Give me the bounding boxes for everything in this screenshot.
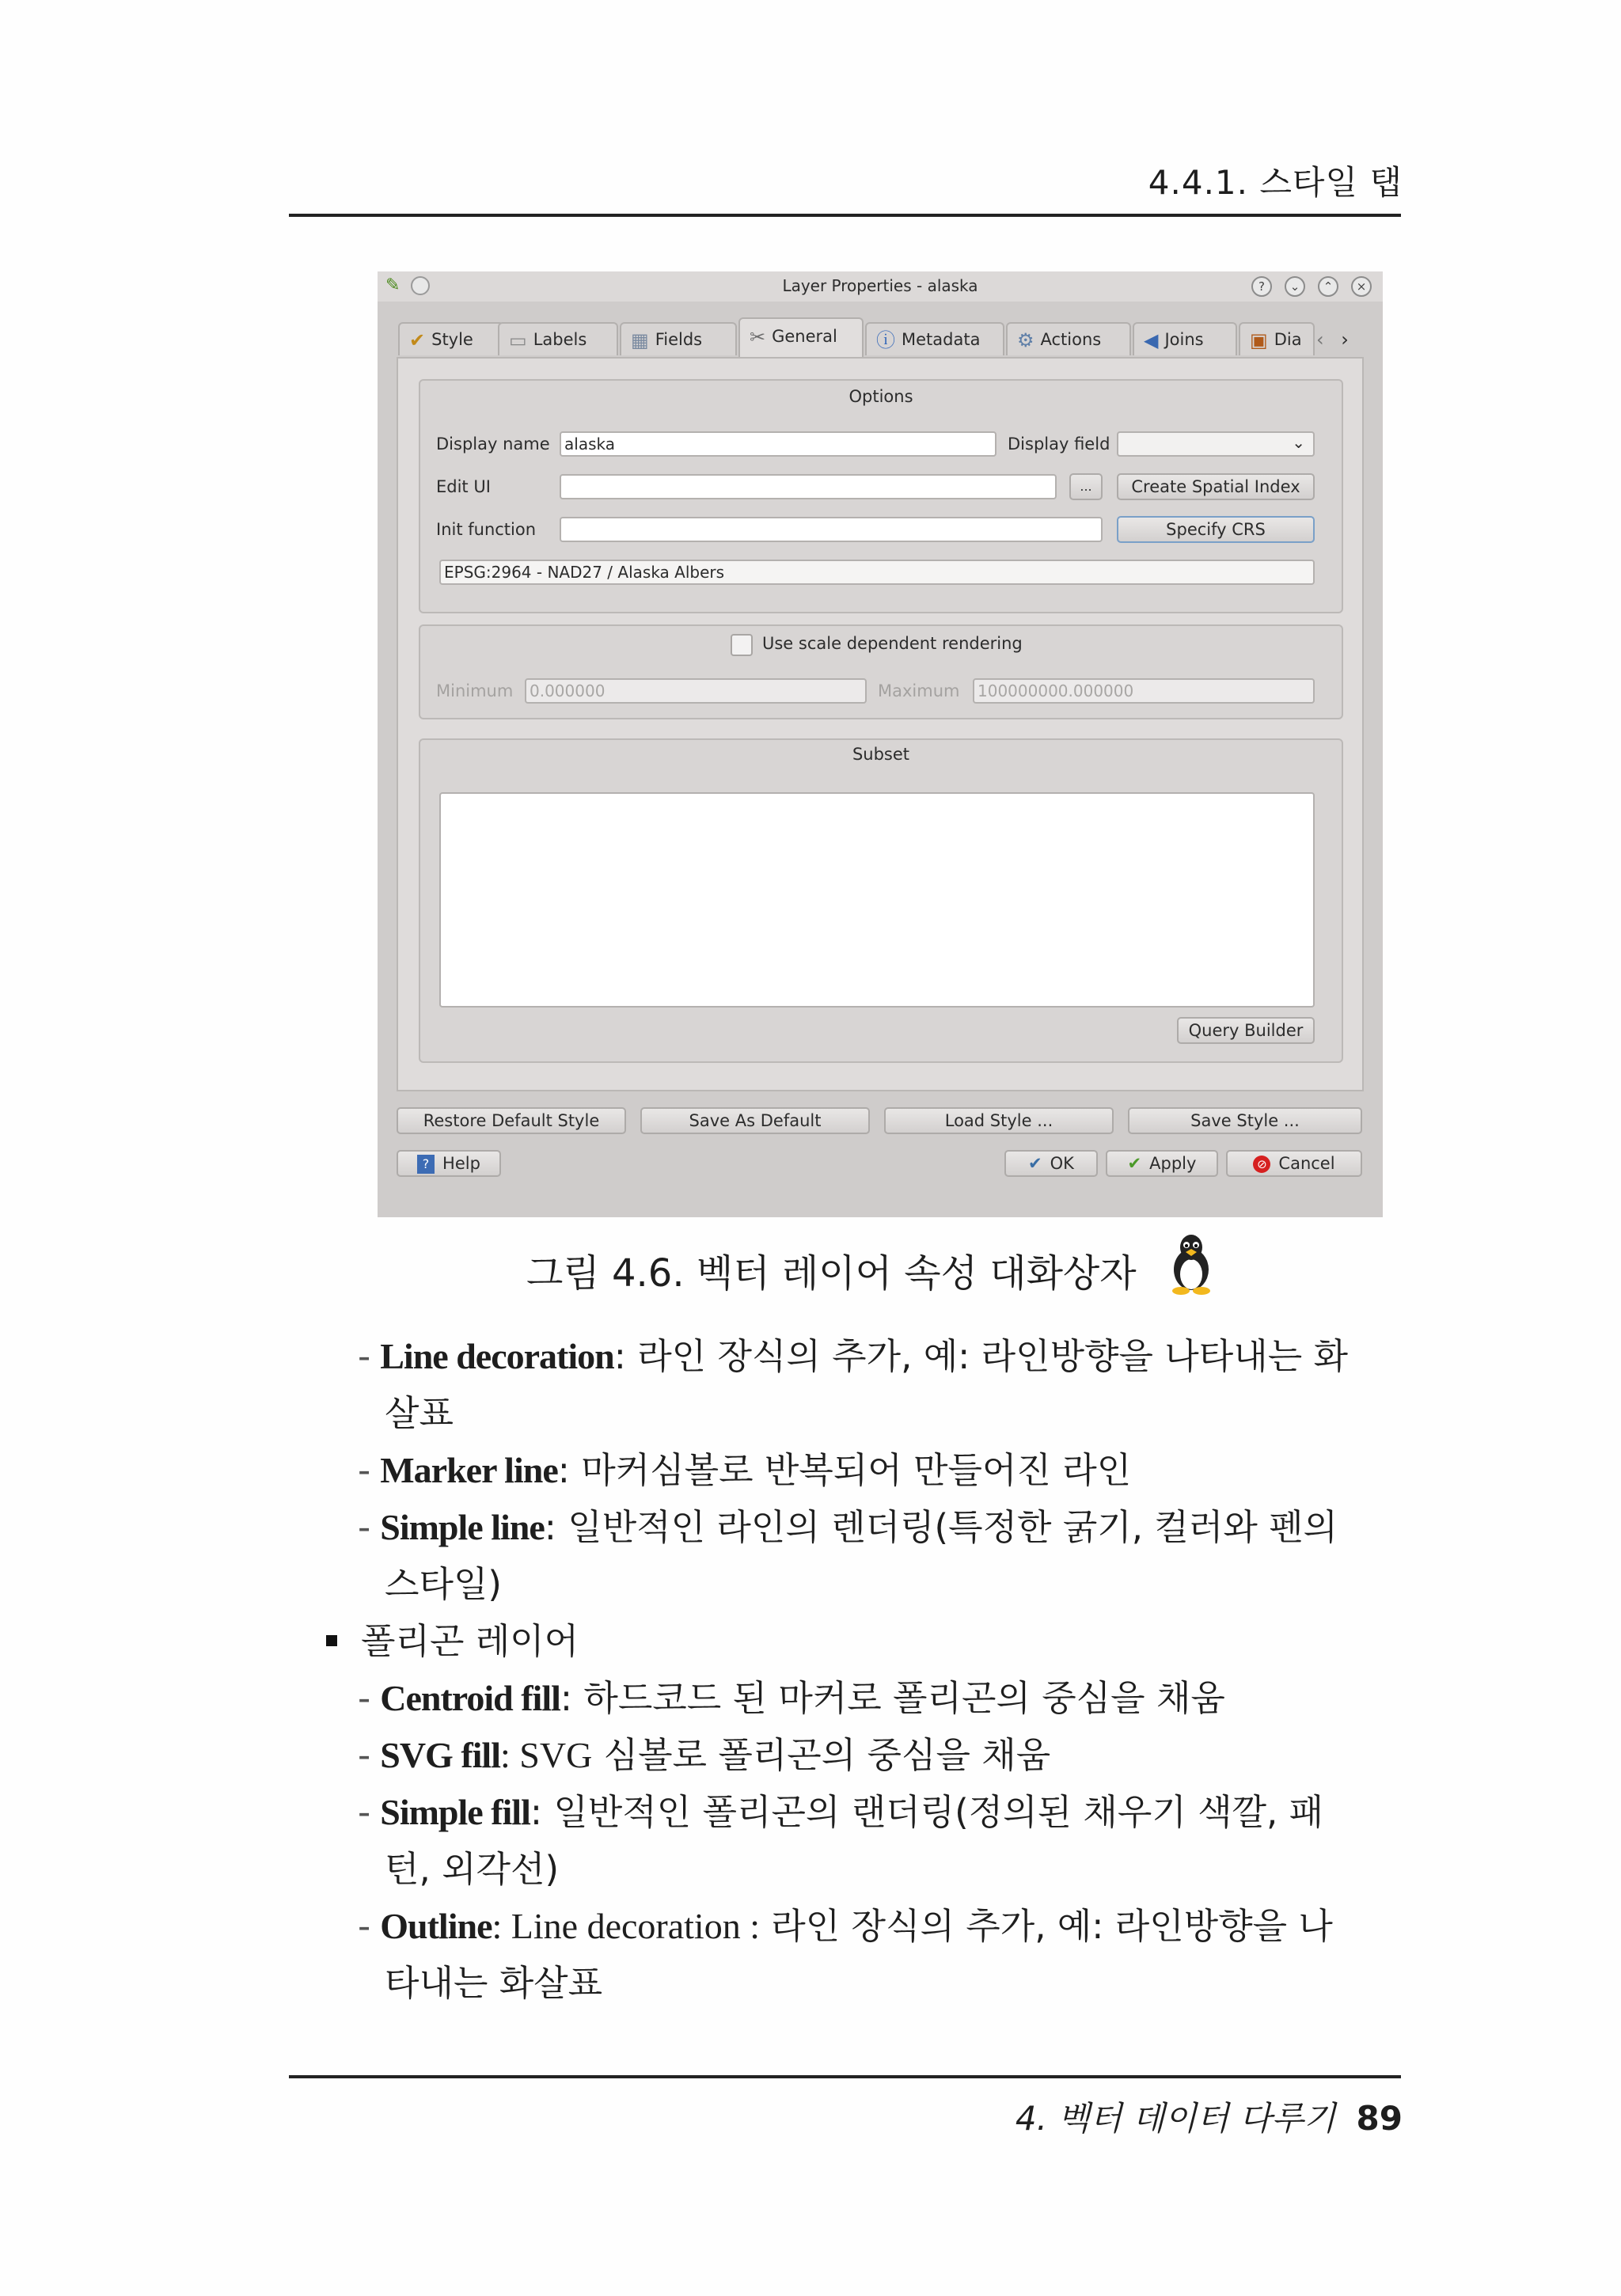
options-group — [419, 379, 1343, 613]
help-button[interactable]: ? Help — [397, 1150, 501, 1177]
page-number: 89 — [1356, 2099, 1403, 2138]
tab-scroll-left-icon[interactable]: ‹ — [1316, 328, 1324, 351]
tab-joins[interactable]: ◀ Joins — [1133, 322, 1237, 355]
layer-properties-dialog — [378, 271, 1383, 1217]
ok-button[interactable]: ✔ OK — [1004, 1150, 1098, 1177]
subset-group — [419, 738, 1343, 1063]
diagram-icon: ▣ — [1250, 329, 1268, 351]
list-item: - Simple line: 일반적인 라인의 렌더링(특정한 굵기, 컬러와 펜의 — [358, 1506, 1338, 1548]
tab-style[interactable]: ✔ Style — [398, 322, 504, 355]
section-title: 4.4.1. 스타일 탭 — [1148, 163, 1403, 202]
apply-check-icon: ✔ — [1127, 1154, 1142, 1173]
edit-ui-browse-button[interactable]: ... — [1069, 473, 1103, 500]
subset-title: Subset — [852, 745, 910, 764]
display-field-label: Display field — [1008, 435, 1110, 454]
tab-general[interactable]: ✂ General — [738, 317, 864, 357]
tab-metadata[interactable]: ⓘ Metadata — [865, 322, 1004, 355]
list-item: - SVG fill: SVG 심볼로 폴리곤의 중심을 채움 — [358, 1734, 1051, 1776]
list-item: - Simple fill: 일반적인 폴리곤의 랜더링(정의된 채우기 색깔, 패 — [358, 1791, 1324, 1833]
scale-dependent-label: Use scale dependent rendering — [762, 634, 1023, 653]
list-item-continuation: 턴, 외각선) — [385, 1848, 560, 1890]
crs-display: EPSG:2964 - NAD27 / Alaska Albers — [439, 560, 1315, 585]
minimum-input[interactable]: 0.000000 — [525, 678, 867, 704]
edit-ui-input[interactable] — [560, 474, 1057, 499]
tab-labels[interactable]: ▭ Labels — [498, 322, 618, 355]
edit-ui-label: Edit UI — [436, 477, 491, 496]
tab-diagram[interactable]: ▣ Dia — [1239, 322, 1315, 355]
list-item: - Centroid fill: 하드코드 된 마커로 폴리곤의 중심을 채움 — [358, 1677, 1225, 1719]
save-as-default-button[interactable]: Save As Default — [640, 1107, 870, 1134]
figure-caption: 그림 4.6. 벡터 레이어 속성 대화상자 — [526, 1251, 1137, 1296]
list-item: - Outline: Line decoration : 라인 장식의 추가, 예: 라인방향을 나 — [358, 1905, 1333, 1947]
tab-scroll-right-icon[interactable]: › — [1341, 328, 1349, 351]
footer-rule — [289, 2075, 1401, 2078]
create-spatial-index-button[interactable]: Create Spatial Index — [1117, 473, 1315, 500]
save-style-button[interactable]: Save Style ... — [1128, 1107, 1362, 1134]
header-rule — [289, 214, 1401, 217]
maximum-input[interactable]: 100000000.000000 — [973, 678, 1315, 704]
tools-icon: ✂ — [750, 326, 766, 348]
scale-dependent-checkbox[interactable] — [731, 634, 753, 656]
qgis-logo-icon: ✎ — [385, 275, 401, 295]
maximize-icon[interactable]: ⌃ — [1318, 276, 1338, 297]
help-icon: ? — [417, 1155, 435, 1174]
list-item-continuation: 살표 — [385, 1392, 454, 1434]
tab-scroll-arrows[interactable] — [1316, 328, 1349, 351]
tab-actions[interactable]: ⚙ Actions — [1006, 322, 1131, 355]
chevron-down-icon: ⌄ — [1292, 433, 1305, 452]
list-item-continuation: 스타일) — [385, 1563, 502, 1605]
fields-icon: ▦ — [631, 329, 649, 351]
joins-icon: ◀ — [1144, 329, 1159, 351]
close-icon[interactable]: × — [1351, 276, 1372, 297]
query-builder-button[interactable]: Query Builder — [1177, 1017, 1315, 1044]
restore-default-style-button[interactable]: Restore Default Style — [397, 1107, 626, 1134]
style-icon: ✔ — [409, 329, 426, 351]
display-name-input[interactable]: alaska — [560, 431, 997, 457]
list-item: - Marker line: 마커심볼로 반복되어 만들어진 라인 — [358, 1449, 1132, 1491]
maximum-label: Maximum — [878, 681, 960, 700]
info-icon: ⓘ — [876, 329, 895, 351]
cancel-icon: ⊘ — [1253, 1156, 1270, 1173]
linux-tux-icon — [1164, 1231, 1219, 1295]
display-name-label: Display name — [436, 435, 550, 454]
minimize-icon[interactable]: ⌄ — [1285, 276, 1305, 297]
scale-group — [419, 624, 1343, 719]
apply-button[interactable]: ✔ Apply — [1106, 1150, 1218, 1177]
options-title: Options — [848, 387, 913, 406]
specify-crs-button[interactable]: Specify CRS — [1117, 516, 1315, 543]
page-footer — [1015, 2093, 1403, 2140]
gears-icon: ⚙ — [1017, 329, 1034, 351]
labels-icon: ▭ — [509, 329, 527, 351]
help-window-icon[interactable]: ? — [1251, 276, 1272, 297]
general-tab-content — [397, 357, 1364, 1091]
dialog-title: Layer Properties - alaska — [782, 276, 978, 295]
title-bar — [378, 271, 1383, 302]
display-field-select[interactable] — [1117, 431, 1315, 457]
square-bullet-icon — [326, 1635, 337, 1646]
cancel-button[interactable]: ⊘ Cancel — [1226, 1150, 1362, 1177]
list-item: - Line decoration: 라인 장식의 추가, 예: 라인방향을 나타내는 화 — [358, 1335, 1348, 1377]
minimum-label: Minimum — [436, 681, 514, 700]
init-function-label: Init function — [436, 520, 537, 539]
list-item-continuation: 타내는 화살표 — [385, 1962, 603, 2004]
chapter-title: 4. 벡터 데이터 다루기 — [1015, 2099, 1336, 2138]
bullet-heading: 폴리곤 레이어 — [326, 1618, 579, 1665]
init-function-input[interactable] — [560, 517, 1103, 542]
subset-textarea[interactable] — [439, 792, 1315, 1008]
load-style-button[interactable]: Load Style ... — [884, 1107, 1114, 1134]
tab-fields[interactable]: ▦ Fields — [620, 322, 737, 355]
check-icon: ✔ — [1028, 1154, 1042, 1173]
